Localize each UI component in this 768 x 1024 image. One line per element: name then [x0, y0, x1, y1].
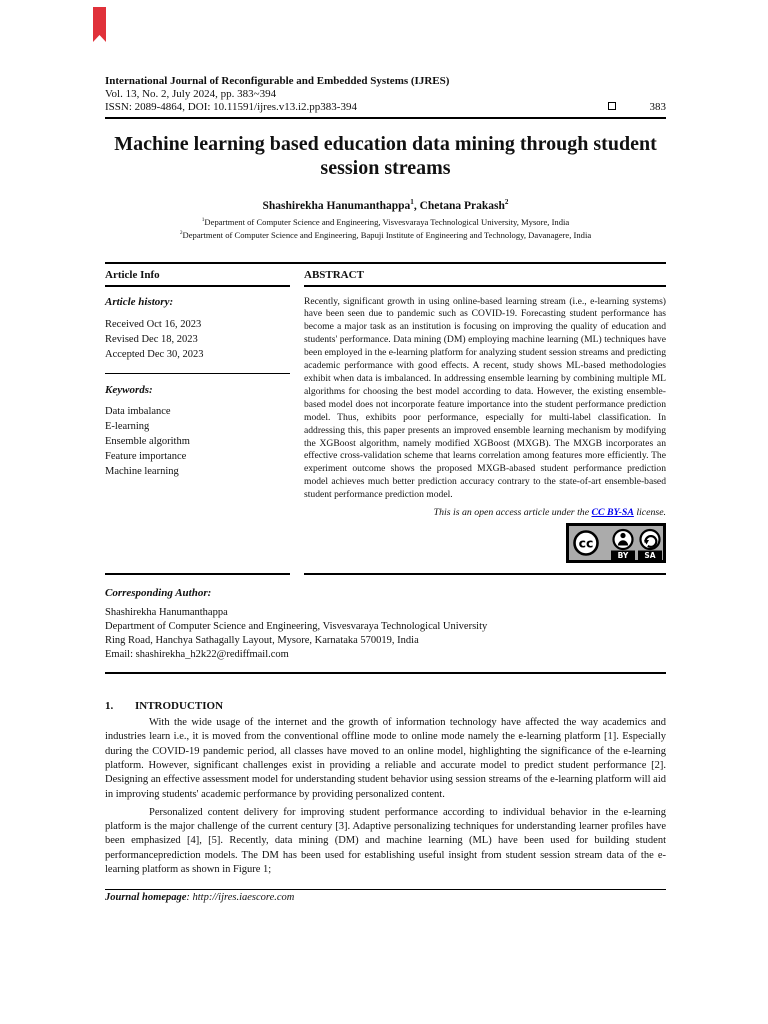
article-info-heading: Article Info: [105, 264, 290, 287]
keyword-item: Machine learning: [105, 465, 179, 477]
affiliation-superscript: 2: [179, 229, 183, 236]
corresponding-author-address: Ring Road, Hanchya Sathagally Layout, Mysore, Karnataka 570019, India: [105, 635, 419, 647]
corresponding-author-email: Email: shashirekha_h2k22@rediffmail.com: [105, 649, 289, 661]
author-name: Chetana Prakash: [419, 199, 505, 212]
keyword-item: Ensemble algorithm: [105, 435, 190, 447]
license-line: [304, 507, 666, 518]
keyword-item: Data imbalance: [105, 405, 171, 417]
affiliation-superscript: 1: [201, 216, 205, 223]
corresponding-author-heading: Corresponding Author:: [105, 587, 212, 600]
history-item: Accepted Dec 30, 2023: [105, 348, 204, 360]
person-head: [620, 533, 625, 538]
abstract-text: Recently, significant growth in using online-based learning stream (i.e., e-learning systems) have been seen due to pandemic such as COVID-19. Forecasting student performance has become a major task as an institution is focusing on improving the quality of education and students' performance. Data mining (DM) employing machine learning (ML) techniques have been employed in the e-learning platform for analyzing student session streams and predicting academic performance with good effects. A recent, study shows ML-based methodologies exhibit when data is imbalanced. In addressing ensemble learning by combining multiple ML algorithms for choosing the best model according to data. However, the existing ensemble-based model does not incorporate feature importance into the student performance prediction model. Thus, exhibits poor performance, especially for multi-label classification. In addressing this, this paper presents an improved ensemble learning mechanism by modifying the XGBoost algorithm, namely modified XGBoost (MXGB). The MXGB incorporates an effective cross-validation scheme that learns correlation among features more efficiently. The experiment outcome shows the proposed MXGB-abased student performance prediction model achieves much better prediction accuracy contrary to the state-of-art ensemble-based student performance prediction model.: [304, 295, 666, 501]
intro-paragraph: With the wide usage of the internet and the growth of information technology have affected the way academics and industries learn i.e., it is moved from the conventional offline mode to online mode namely the e-learning platform [1]. Especially during the COVID-19 pandemic period, all classes have moved to an online model, highlighting the significance of the e-learning platform. However, significant challenges exist in providing a reliable and accurate model to predict student performance [2]. Designing an effective assessment model for understanding student behavior using session streams of the e-learning platform will aid in improving students' academic performance by providing personalized content.: [105, 717, 666, 800]
cc-by-sa-badge: [566, 523, 666, 563]
journal-homepage-line: [105, 892, 666, 903]
abstract-heading: ABSTRACT: [304, 264, 666, 287]
section-heading: [105, 700, 666, 712]
info-abstract-table: [105, 262, 666, 576]
keyword-item: E-learning: [105, 420, 150, 432]
author-separator: ,: [413, 199, 420, 212]
keyword-item: Feature importance: [105, 450, 187, 462]
journal-name: International Journal of Reconfigurable and Embedded Systems (IJRES): [105, 75, 450, 87]
footer-rule: [105, 889, 666, 890]
corresponding-author-dept: Department of Computer Science and Engineering, Visvesvaraya Technological University: [105, 621, 488, 633]
keywords-list: [105, 404, 290, 479]
article-history-list: [105, 317, 290, 362]
journal-homepage-url[interactable]: http://ijres.iaescore.com: [192, 892, 295, 904]
corresponding-author-name: Shashirekha Hanumanthappa: [105, 607, 228, 619]
license-prefix: This is an open access article under the: [433, 507, 592, 519]
authors-line: [105, 198, 666, 212]
issn-line: ISSN: 2089-4864, DOI: 10.11591/ijres.v13.i2.pp383-394: [105, 101, 357, 113]
cc-badge-row: [304, 523, 666, 568]
author-superscript: 2: [504, 198, 509, 206]
journal-homepage-label: Journal homepage: [105, 892, 187, 904]
abstract-column: [304, 287, 666, 576]
article-info-column: [105, 287, 290, 576]
section-rule: [105, 672, 666, 674]
paper-title: Machine learning based education data mining through student session streams: [114, 133, 657, 179]
header-rule: [105, 117, 666, 119]
history-item: Received Oct 16, 2023: [105, 318, 202, 330]
affiliation-line: [105, 215, 666, 228]
journal-header: [105, 75, 666, 119]
header-page-group: [608, 101, 667, 114]
intro-paragraph: Personalized content delivery for improving student performance according to individual behavior in the e-learning platform is the major challenge of the current century [3]. Adaptive personalizing techniques for understanding learner profiles have been emphasized [4], [5]. Recently, data mining (DM) and machine learning (ML) have been used for building student performanceprediction models. The DM has been used for establishing useful insight from student session stream data of the e-learning platform as shown in Figure 1;: [105, 806, 666, 876]
journal-homepage-separator: :: [186, 892, 193, 904]
author-superscript: 1: [410, 198, 414, 206]
keywords-label: Keywords:: [105, 383, 153, 396]
box-icon: [608, 102, 616, 110]
volume-line: Vol. 13, No. 2, July 2024, pp. 383~394: [105, 88, 277, 100]
corresponding-author-block: [105, 606, 666, 662]
section-title: INTRODUCTION: [135, 700, 224, 713]
article-history-label: Article history:: [105, 295, 174, 308]
page-content: [105, 0, 666, 903]
by-label: BY: [617, 551, 629, 561]
section-number: 1.: [105, 700, 114, 713]
issn-row: [105, 101, 666, 114]
by-person-icon: [614, 530, 633, 549]
cc-icon-label: cc: [578, 535, 594, 551]
license-suffix: license.: [633, 507, 666, 519]
author-name: Shashirekha Hanumanthappa: [262, 199, 411, 212]
page-number: 383: [649, 101, 666, 113]
history-item: Revised Dec 18, 2023: [105, 333, 198, 345]
license-link[interactable]: CC BY-SA: [591, 507, 634, 519]
sa-label: SA: [644, 551, 656, 561]
affiliation-text: Department of Computer Science and Engineering, Bapuji Institute of Engineering and Technology, Davanagere, India: [182, 229, 592, 240]
affiliation-line: [105, 228, 666, 241]
info-divider: [105, 373, 290, 374]
affiliations: [105, 215, 666, 241]
affiliation-text: Department of Computer Science and Engineering, Visvesvaraya Technological University, Mysore, India: [204, 216, 570, 227]
